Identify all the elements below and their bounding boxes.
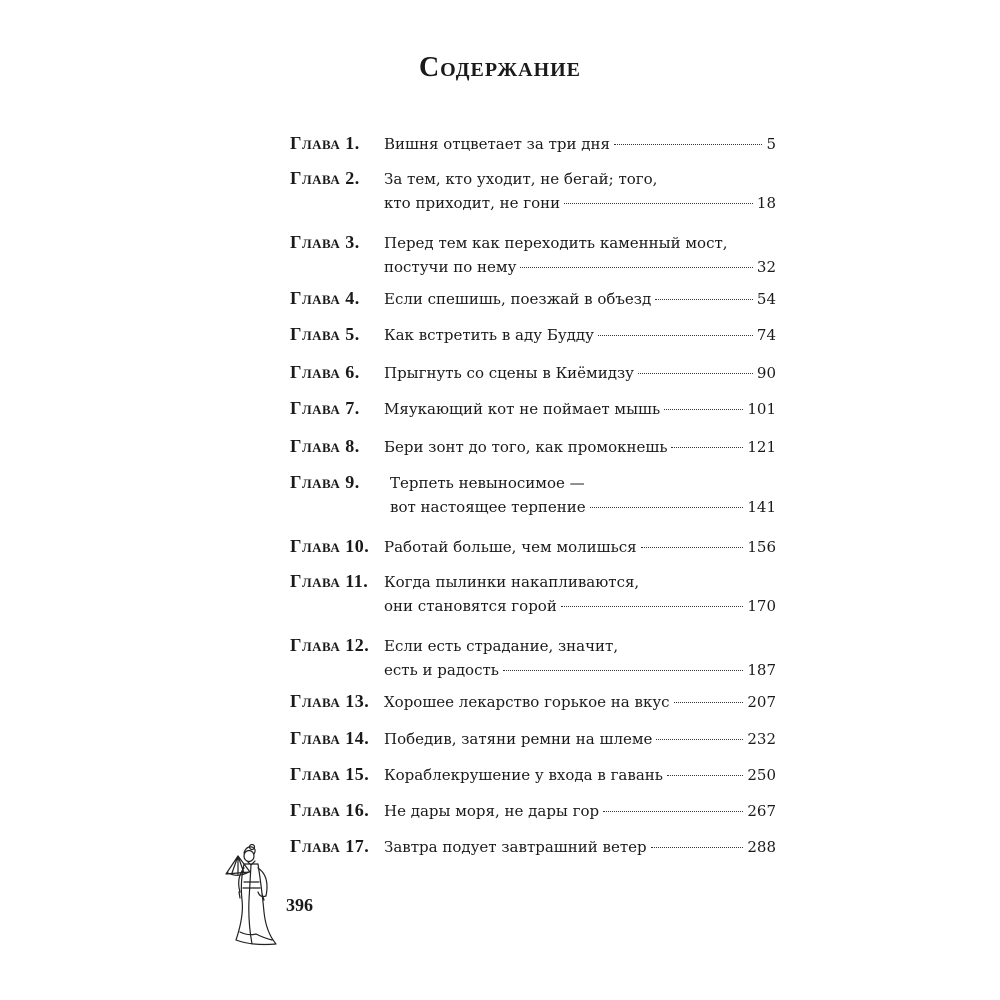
chapter-page-number: 32	[756, 258, 776, 276]
chapter-title: Мяукающий кот не поймает мышь	[384, 400, 661, 418]
chapter-page-number: 18	[756, 194, 776, 212]
chapter-page-number: 187	[747, 661, 776, 679]
chapter-page-number: 250	[747, 766, 776, 784]
dot-leader	[641, 547, 744, 548]
geisha-illustration	[222, 842, 282, 950]
chapter-page-number: 121	[747, 438, 776, 456]
dot-leader	[598, 335, 753, 336]
chapter-page-number: 141	[747, 498, 776, 516]
chapter-page-number: 156	[747, 538, 776, 556]
dot-leader	[503, 670, 743, 671]
dot-leader	[520, 267, 753, 268]
chapter-page-number: 90	[756, 364, 776, 382]
chapter-title-line: Когда пылинки накапливаются,	[384, 573, 640, 591]
dot-leader	[564, 203, 753, 204]
chapter-title: Победив, затяни ремни на шлеме	[384, 730, 653, 748]
chapter-page-number: 267	[747, 802, 776, 820]
dot-leader	[651, 847, 744, 848]
chapter-page-number: 5	[766, 135, 776, 153]
chapter-label: Глава 17.	[290, 836, 370, 856]
chapter-label: Глава 4.	[290, 288, 360, 308]
chapter-title: Бери зонт до того, как промокнешь	[384, 438, 668, 456]
dot-leader	[671, 447, 743, 448]
chapter-label: Глава 2.	[290, 168, 360, 188]
chapter-page-number: 74	[756, 326, 776, 344]
chapter-title-line: За тем, кто уходит, не бегай; того,	[384, 170, 658, 188]
chapter-page-number: 170	[747, 597, 776, 615]
chapter-label: Глава 10.	[290, 536, 370, 556]
chapter-title: Если спешишь, поезжай в объезд	[384, 290, 652, 308]
chapter-label: Глава 7.	[290, 398, 360, 418]
dot-leader	[674, 702, 744, 703]
chapter-title: Не дары моря, не дары гор	[384, 802, 600, 820]
chapter-title: есть и радость	[384, 661, 499, 679]
chapter-title: постучи по нему	[384, 258, 517, 276]
chapter-title-line: Если есть страдание, значит,	[384, 637, 619, 655]
dot-leader	[664, 409, 743, 410]
dot-leader	[638, 373, 753, 374]
chapter-label: Глава 11.	[290, 571, 369, 591]
chapter-label: Глава 6.	[290, 362, 360, 382]
dot-leader	[667, 775, 743, 776]
page-number: 396	[286, 895, 313, 915]
chapter-page-number: 232	[747, 730, 776, 748]
chapter-page-number: 54	[756, 290, 776, 308]
chapter-label: Глава 13.	[290, 691, 370, 711]
page-title: Содержание	[418, 52, 582, 83]
chapter-label: Глава 12.	[290, 635, 370, 655]
chapter-label: Глава 8.	[290, 436, 360, 456]
dot-leader	[590, 507, 744, 508]
chapter-title-line: Терпеть невыносимое —	[390, 474, 585, 492]
chapter-label: Глава 14.	[290, 728, 370, 748]
chapter-label: Глава 15.	[290, 764, 370, 784]
chapter-page-number: 288	[747, 838, 776, 856]
dot-leader	[655, 299, 753, 300]
dot-leader	[603, 811, 743, 812]
dot-leader	[656, 739, 743, 740]
chapter-title: Вишня отцветает за три дня	[384, 135, 610, 153]
chapter-title: Кораблекрушение у входа в гавань	[384, 766, 663, 784]
chapter-title: Хорошее лекарство горькое на вкус	[384, 693, 670, 711]
chapter-title: Работай больше, чем молишься	[384, 538, 637, 556]
chapter-label: Глава 16.	[290, 800, 370, 820]
chapter-page-number: 207	[747, 693, 776, 711]
chapter-label: Глава 1.	[290, 133, 360, 153]
chapter-title: вот настоящее терпение	[390, 498, 586, 516]
chapter-title: Завтра подует завтрашний ветер	[384, 838, 647, 856]
dot-leader	[614, 144, 763, 145]
chapter-label: Глава 3.	[290, 232, 360, 252]
chapter-page-number: 101	[747, 400, 776, 418]
dot-leader	[561, 606, 744, 607]
chapter-label: Глава 9.	[290, 472, 360, 492]
chapter-title: Прыгнуть со сцены в Киёмидзу	[384, 364, 634, 382]
chapter-title: они становятся горой	[384, 597, 557, 615]
chapter-label: Глава 5.	[290, 324, 360, 344]
chapter-title: кто приходит, не гони	[384, 194, 561, 212]
chapter-title-line: Перед тем как переходить каменный мост,	[384, 234, 728, 252]
chapter-title: Как встретить в аду Будду	[384, 326, 594, 344]
